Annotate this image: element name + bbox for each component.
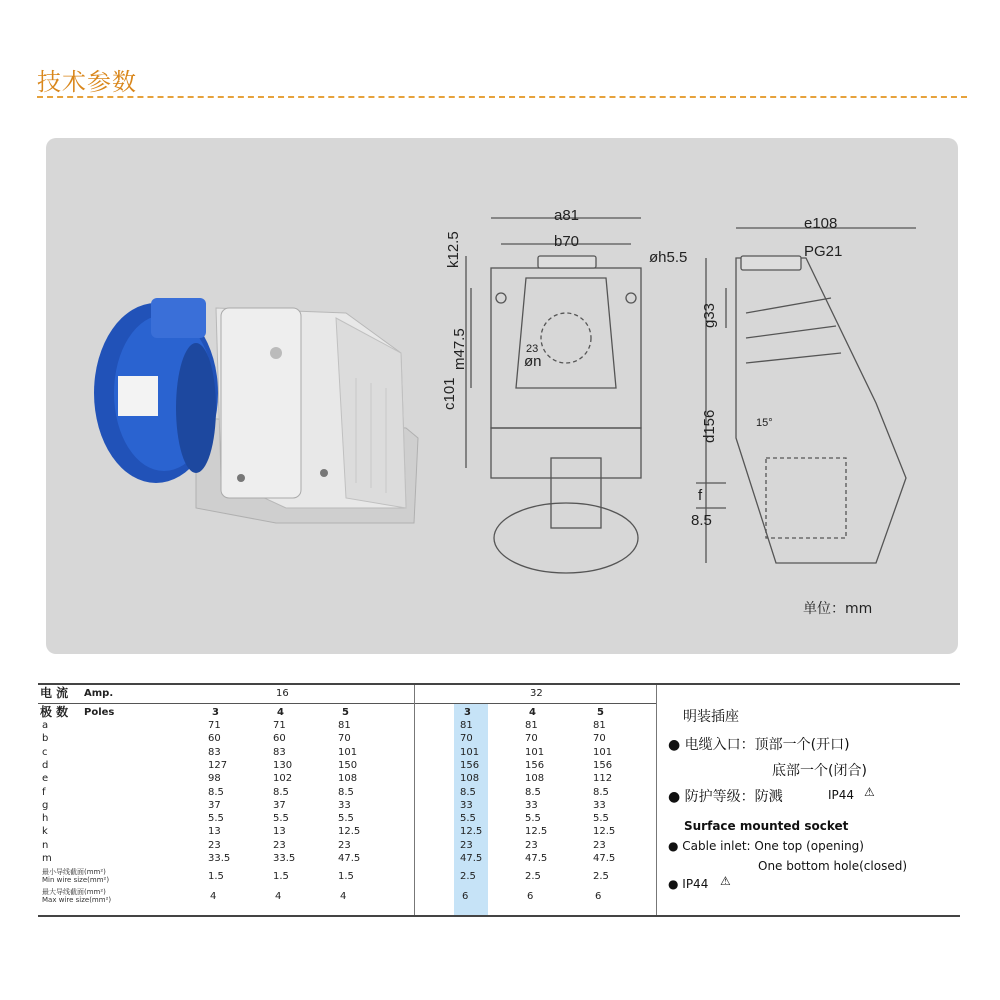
table-cell: 156 — [460, 759, 480, 771]
table-cell: 23 — [273, 839, 286, 851]
dim-e: e108 — [804, 215, 838, 232]
table-cell: 127 — [208, 759, 228, 771]
table-cell: 6 — [527, 891, 534, 903]
table-cell: 4 — [340, 891, 347, 903]
spec-title-en: Surface mounted socket — [684, 819, 849, 833]
dim-pg: PG21 — [804, 243, 843, 260]
table-cell: 5.5 — [208, 813, 224, 825]
table-cell: 4 — [210, 891, 217, 903]
table-cell: 8.5 — [593, 786, 609, 798]
table-cell: 5.5 — [525, 813, 541, 825]
dim-b: b70 — [554, 233, 580, 250]
warning-icon: ⚠ — [864, 785, 875, 799]
table-cell: 2.5 — [460, 871, 476, 883]
table-cell: 47.5 — [525, 853, 548, 864]
table-cell: 60 — [208, 733, 221, 745]
row-label-h: h — [42, 813, 49, 825]
table-cell: 1.5 — [208, 871, 224, 883]
product-drawing-panel — [46, 138, 958, 654]
table-cell: 71 — [208, 720, 221, 731]
protection-code: IP44 — [828, 788, 855, 802]
spec-divider — [656, 685, 657, 915]
table-cell: 47.5 — [338, 853, 361, 864]
table-cell: 108 — [525, 773, 545, 785]
table-cell: 47.5 — [593, 853, 616, 864]
table-cell: 33.5 — [273, 853, 296, 864]
row-label-a: a — [42, 720, 49, 731]
dim-c: c101 — [441, 377, 458, 410]
table-cell: 23 — [525, 839, 538, 851]
table-cell: 112 — [593, 773, 613, 785]
table-cell: 5.5 — [593, 813, 609, 825]
table-cell: 6 — [595, 891, 602, 903]
table-cell: 130 — [273, 759, 293, 771]
table-cell: 8.5 — [273, 786, 289, 798]
table-cell: 37 — [273, 799, 286, 811]
dim-m: m47.5 — [451, 328, 468, 370]
pole-count: 4 — [277, 707, 284, 718]
dim-g: g33 — [701, 302, 718, 328]
cable-inlet2-cn: 底部一个(闭合) — [772, 763, 867, 779]
table-top-rule — [38, 683, 960, 685]
table-cell: 12.5 — [460, 826, 483, 838]
table-cell: 12.5 — [525, 826, 548, 838]
table-cell: 6 — [462, 891, 469, 903]
table-cell: 70 — [525, 733, 538, 745]
row-label-m: m — [42, 853, 52, 864]
table-cell: 156 — [593, 759, 613, 771]
table-cell: 81 — [460, 720, 473, 731]
pole-count: 3 — [212, 707, 219, 718]
row-label-f: f — [42, 786, 46, 798]
table-cell: 33 — [525, 799, 538, 811]
table-cell: 5.5 — [338, 813, 354, 825]
table-cell: 70 — [460, 733, 473, 745]
row-label-d: d — [42, 759, 49, 771]
table-cell: 23 — [460, 839, 473, 851]
table-cell: 37 — [208, 799, 221, 811]
table-cell: 5.5 — [273, 813, 289, 825]
table-cell: 8.5 — [208, 786, 224, 798]
table-cell: 33 — [460, 799, 473, 811]
group-32: 32 — [530, 688, 543, 699]
table-cell: 13 — [273, 826, 286, 838]
group-16: 16 — [276, 688, 289, 699]
row-label-b: b — [42, 733, 49, 745]
table-cell: 83 — [273, 746, 286, 758]
table-cell: 101 — [338, 746, 358, 758]
table-cell: 101 — [460, 746, 480, 758]
table-cell: 12.5 — [593, 826, 616, 838]
min-wire-label-cn: 最小导线截面(mm²) — [42, 868, 106, 877]
table-cell: 83 — [208, 746, 221, 758]
product-photo — [46, 138, 958, 654]
table-cell: 70 — [593, 733, 606, 745]
pole-count: 5 — [597, 707, 604, 718]
min-wire-label-en: Min wire size(mm²) — [42, 876, 110, 885]
table-cell: 2.5 — [593, 871, 609, 883]
dim-f: f — [698, 487, 703, 504]
dim-h: øh5.5 — [649, 249, 688, 266]
table-cell: 33 — [593, 799, 606, 811]
dim-n-value: 23 — [526, 343, 539, 355]
table-cell: 1.5 — [338, 871, 354, 883]
table-cell: 33.5 — [208, 853, 231, 864]
table-cell: 81 — [593, 720, 606, 731]
current-label-en: Amp. — [84, 688, 114, 699]
group-divider — [414, 685, 415, 915]
spec-title-cn: 明装插座 — [683, 709, 739, 725]
table-header-rule — [38, 703, 656, 704]
cable-inlet2-en: One bottom hole(closed) — [758, 859, 908, 873]
table-cell: 156 — [525, 759, 545, 771]
table-cell: 13 — [208, 826, 221, 838]
current-label-cn: 电 流 — [40, 686, 69, 700]
dim-a: a81 — [554, 207, 580, 224]
table-bottom-rule — [38, 915, 960, 917]
poles-label-en: Poles — [84, 707, 115, 718]
protection-cn: ● 防护等级：防溅 — [668, 789, 783, 805]
table-cell: 33 — [338, 799, 351, 811]
max-wire-label-en: Max wire size(mm²) — [42, 896, 112, 905]
page-title: 技术参数 — [37, 68, 137, 96]
ip-en: ● IP44 — [668, 877, 709, 891]
dim-angle: 15° — [756, 417, 773, 429]
table-cell: 150 — [338, 759, 358, 771]
table-cell: 101 — [525, 746, 545, 758]
table-cell: 2.5 — [525, 871, 541, 883]
table-cell: 23 — [593, 839, 606, 851]
table-cell: 60 — [273, 733, 286, 745]
cable-inlet-en: ● Cable inlet: One top (opening) — [668, 839, 864, 853]
pole-count: 3 — [464, 707, 471, 718]
table-cell: 8.5 — [338, 786, 354, 798]
cable-inlet-cn: ● 电缆入口：顶部一个(开口) — [668, 737, 850, 753]
max-wire-label-cn: 最大导线截面(mm²) — [42, 888, 106, 897]
table-cell: 23 — [338, 839, 351, 851]
table-cell: 98 — [208, 773, 221, 785]
table-cell: 81 — [525, 720, 538, 731]
dim-k: k12.5 — [445, 231, 462, 268]
table-cell: 1.5 — [273, 871, 289, 883]
table-cell: 4 — [275, 891, 282, 903]
table-cell: 8.5 — [525, 786, 541, 798]
row-label-k: k — [42, 826, 48, 838]
table-cell: 81 — [338, 720, 351, 731]
table-cell: 108 — [460, 773, 480, 785]
title-divider — [37, 96, 967, 98]
row-label-e: e — [42, 773, 49, 785]
table-cell: 23 — [208, 839, 221, 851]
dim-n: øn — [524, 353, 542, 370]
table-cell: 47.5 — [460, 853, 483, 864]
table-cell: 8.5 — [460, 786, 476, 798]
table-cell: 101 — [593, 746, 613, 758]
pole-count: 5 — [342, 707, 349, 718]
row-label-n: n — [42, 839, 49, 851]
unit-label: 单位：mm — [803, 601, 873, 617]
table-cell: 71 — [273, 720, 286, 731]
table-cell: 12.5 — [338, 826, 361, 838]
table-cell: 70 — [338, 733, 351, 745]
row-label-c: c — [42, 746, 48, 758]
dim-d: d156 — [701, 409, 718, 443]
pole-count: 4 — [529, 707, 536, 718]
row-label-g: g — [42, 799, 49, 811]
table-cell: 108 — [338, 773, 358, 785]
spec-table — [38, 683, 960, 916]
poles-label-cn: 极 数 — [40, 705, 69, 719]
warning-icon: ⚠ — [720, 874, 731, 888]
table-cell: 102 — [273, 773, 293, 785]
table-cell: 5.5 — [460, 813, 476, 825]
dim-f-value: 8.5 — [691, 512, 712, 529]
